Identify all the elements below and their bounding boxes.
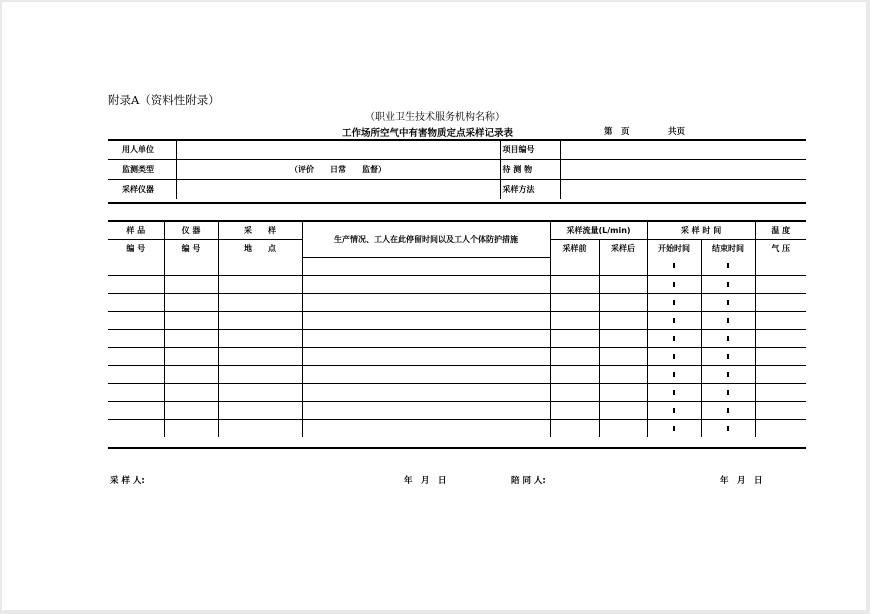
temp-pressure-cell[interactable] xyxy=(755,293,806,311)
sample-no-cell[interactable] xyxy=(108,275,164,293)
method-label: 采样方法 xyxy=(500,180,560,200)
sample-no-cell[interactable] xyxy=(108,365,164,383)
page-total: 共页 xyxy=(668,127,686,137)
table-row xyxy=(108,293,806,311)
flow-after-cell[interactable] xyxy=(599,365,647,383)
conditions-cell[interactable] xyxy=(302,329,550,347)
table-row xyxy=(108,329,806,347)
sample-no-cell[interactable] xyxy=(108,329,164,347)
instrument-no-header: 仪 器 xyxy=(164,222,218,240)
site-header: 采 样 xyxy=(218,222,302,240)
site-cell[interactable] xyxy=(218,383,302,401)
flow-after-cell[interactable] xyxy=(599,257,647,275)
sampling-table xyxy=(108,222,806,437)
time-end-header: 结束时间 xyxy=(701,240,755,258)
instrument-field[interactable] xyxy=(176,180,500,200)
sample-no-cell[interactable] xyxy=(108,401,164,419)
instrument-no-header-2: 编 号 xyxy=(164,240,218,258)
flow-before-cell[interactable] xyxy=(550,293,599,311)
time-header: 采 样 时 间 xyxy=(647,222,755,240)
temp-pressure-cell[interactable] xyxy=(755,329,806,347)
time-end-cell[interactable] xyxy=(701,401,755,419)
time-separator-mark xyxy=(673,408,675,413)
time-separator-mark xyxy=(673,426,675,431)
time-start-cell[interactable] xyxy=(647,419,701,437)
title-row xyxy=(108,125,806,139)
flow-after-cell[interactable] xyxy=(599,311,647,329)
pressure-header: 气 压 xyxy=(755,240,806,258)
site-header-2: 地 点 xyxy=(218,240,302,258)
monitor-type-label: 监测类型 xyxy=(108,160,176,180)
time-separator-mark xyxy=(727,263,729,268)
time-separator-mark xyxy=(673,354,675,359)
time-separator-mark xyxy=(673,390,675,395)
time-separator-mark xyxy=(727,372,729,377)
table-row xyxy=(108,257,806,275)
table-row xyxy=(108,419,806,437)
time-separator-mark xyxy=(727,408,729,413)
site-cell[interactable] xyxy=(218,401,302,419)
time-start-header: 开始时间 xyxy=(647,240,701,258)
temp-header: 温 度 xyxy=(755,222,806,240)
companion-date: 年 月 日 xyxy=(720,476,763,486)
conditions-cell[interactable] xyxy=(302,365,550,383)
temp-pressure-cell[interactable] xyxy=(755,275,806,293)
flow-after-header: 采样后 xyxy=(599,240,647,258)
sample-no-cell[interactable] xyxy=(108,311,164,329)
instrument-no-cell[interactable] xyxy=(164,275,218,293)
flow-after-cell[interactable] xyxy=(599,383,647,401)
time-separator-mark xyxy=(673,318,675,323)
instrument-no-cell[interactable] xyxy=(164,401,218,419)
time-separator-mark xyxy=(727,336,729,341)
flow-after-cell[interactable] xyxy=(599,347,647,365)
sampler-label: 采 样 人: xyxy=(110,476,145,486)
time-start-cell[interactable] xyxy=(647,293,701,311)
site-cell[interactable] xyxy=(218,257,302,275)
flow-before-cell[interactable] xyxy=(550,365,599,383)
flow-before-cell[interactable] xyxy=(550,419,599,437)
flow-before-cell[interactable] xyxy=(550,275,599,293)
table-row xyxy=(108,383,806,401)
site-cell[interactable] xyxy=(218,275,302,293)
info-bottom-rule xyxy=(108,202,806,204)
sample-no-cell[interactable] xyxy=(108,293,164,311)
time-start-cell[interactable] xyxy=(647,329,701,347)
temp-pressure-cell[interactable] xyxy=(755,365,806,383)
time-end-cell[interactable] xyxy=(701,419,755,437)
conditions-cell[interactable] xyxy=(302,419,550,437)
main-bottom-rule xyxy=(108,447,806,449)
time-start-cell[interactable] xyxy=(647,257,701,275)
flow-before-cell[interactable] xyxy=(550,347,599,365)
sample-no-header-2: 编 号 xyxy=(108,240,164,258)
site-cell[interactable] xyxy=(218,419,302,437)
conditions-cell[interactable] xyxy=(302,401,550,419)
site-cell[interactable] xyxy=(218,347,302,365)
conditions-cell[interactable] xyxy=(302,311,550,329)
sample-no-cell[interactable] xyxy=(108,419,164,437)
instrument-label: 采样仪器 xyxy=(108,180,176,200)
flow-before-header: 采样前 xyxy=(550,240,599,258)
conditions-cell[interactable] xyxy=(302,347,550,365)
time-end-cell[interactable] xyxy=(701,365,755,383)
employer-label: 用人单位 xyxy=(108,140,176,160)
site-cell[interactable] xyxy=(218,293,302,311)
temp-pressure-cell[interactable] xyxy=(755,383,806,401)
temp-pressure-cell[interactable] xyxy=(755,311,806,329)
method-field[interactable] xyxy=(560,180,806,200)
time-start-cell[interactable] xyxy=(647,401,701,419)
flow-after-cell[interactable] xyxy=(599,329,647,347)
conditions-header: 生产情况、工人在此停留时间以及工人个体防护措施 xyxy=(302,222,550,257)
project-no-field[interactable] xyxy=(560,140,806,160)
time-end-cell[interactable] xyxy=(701,311,755,329)
time-separator-mark xyxy=(673,372,675,377)
table-row xyxy=(108,365,806,383)
time-end-cell[interactable] xyxy=(701,383,755,401)
time-separator-mark xyxy=(673,282,675,287)
analyte-label: 待 测 物 xyxy=(500,160,560,180)
table-row xyxy=(108,347,806,365)
temp-pressure-cell[interactable] xyxy=(755,401,806,419)
time-separator-mark xyxy=(727,390,729,395)
project-no-label: 项目编号 xyxy=(500,140,560,160)
flow-after-cell[interactable] xyxy=(599,401,647,419)
conditions-cell[interactable] xyxy=(302,383,550,401)
time-end-cell[interactable] xyxy=(701,293,755,311)
instrument-no-cell[interactable] xyxy=(164,347,218,365)
temp-pressure-cell[interactable] xyxy=(755,257,806,275)
appendix-label: 附录A（资料性附录） xyxy=(108,93,220,107)
flow-before-cell[interactable] xyxy=(550,257,599,275)
analyte-field[interactable] xyxy=(560,160,806,180)
time-start-cell[interactable] xyxy=(647,311,701,329)
time-separator-mark xyxy=(673,263,675,268)
sample-no-cell[interactable] xyxy=(108,347,164,365)
flow-header: 采样流量(L/min) xyxy=(550,222,647,240)
sample-no-header: 样 品 xyxy=(108,222,164,240)
conditions-cell[interactable] xyxy=(302,293,550,311)
org-name: （职业卫生技术服务机构名称） xyxy=(365,112,505,123)
table-row xyxy=(108,275,806,293)
conditions-cell[interactable] xyxy=(302,257,550,275)
time-separator-mark xyxy=(727,300,729,305)
flow-after-cell[interactable] xyxy=(599,293,647,311)
temp-pressure-cell[interactable] xyxy=(755,419,806,437)
time-end-cell[interactable] xyxy=(701,329,755,347)
flow-before-cell[interactable] xyxy=(550,311,599,329)
site-cell[interactable] xyxy=(218,365,302,383)
time-end-cell[interactable] xyxy=(701,257,755,275)
time-end-cell[interactable] xyxy=(701,275,755,293)
flow-after-cell[interactable] xyxy=(599,275,647,293)
time-end-cell[interactable] xyxy=(701,347,755,365)
time-separator-mark xyxy=(727,426,729,431)
conditions-cell[interactable] xyxy=(302,275,550,293)
time-separator-mark xyxy=(673,300,675,305)
time-start-cell[interactable] xyxy=(647,383,701,401)
site-cell[interactable] xyxy=(218,311,302,329)
time-separator-mark xyxy=(727,354,729,359)
instrument-no-cell[interactable] xyxy=(164,311,218,329)
info-table xyxy=(108,140,806,199)
time-start-cell[interactable] xyxy=(647,275,701,293)
time-separator-mark xyxy=(727,318,729,323)
instrument-no-cell[interactable] xyxy=(164,293,218,311)
table-row xyxy=(108,311,806,329)
time-start-cell[interactable] xyxy=(647,347,701,365)
flow-before-cell[interactable] xyxy=(550,401,599,419)
temp-pressure-cell[interactable] xyxy=(755,347,806,365)
instrument-no-cell[interactable] xyxy=(164,419,218,437)
instrument-no-cell[interactable] xyxy=(164,383,218,401)
instrument-no-cell[interactable] xyxy=(164,329,218,347)
time-separator-mark xyxy=(727,282,729,287)
flow-after-cell[interactable] xyxy=(599,419,647,437)
instrument-no-cell[interactable] xyxy=(164,257,218,275)
flow-before-cell[interactable] xyxy=(550,329,599,347)
sample-no-cell[interactable] xyxy=(108,383,164,401)
form-title: 工作场所空气中有害物质定点采样记录表 xyxy=(342,128,514,139)
time-start-cell[interactable] xyxy=(647,365,701,383)
monitor-type-options[interactable]: （评价 日常 监督） xyxy=(176,160,500,180)
page-number: 第 页 xyxy=(604,127,630,137)
sampler-date: 年 月 日 xyxy=(404,476,447,486)
table-row xyxy=(108,401,806,419)
sample-no-cell[interactable] xyxy=(108,257,164,275)
time-separator-mark xyxy=(673,336,675,341)
companion-label: 陪 同 人: xyxy=(511,476,546,486)
site-cell[interactable] xyxy=(218,329,302,347)
flow-before-cell[interactable] xyxy=(550,383,599,401)
employer-field[interactable] xyxy=(176,140,500,160)
instrument-no-cell[interactable] xyxy=(164,365,218,383)
